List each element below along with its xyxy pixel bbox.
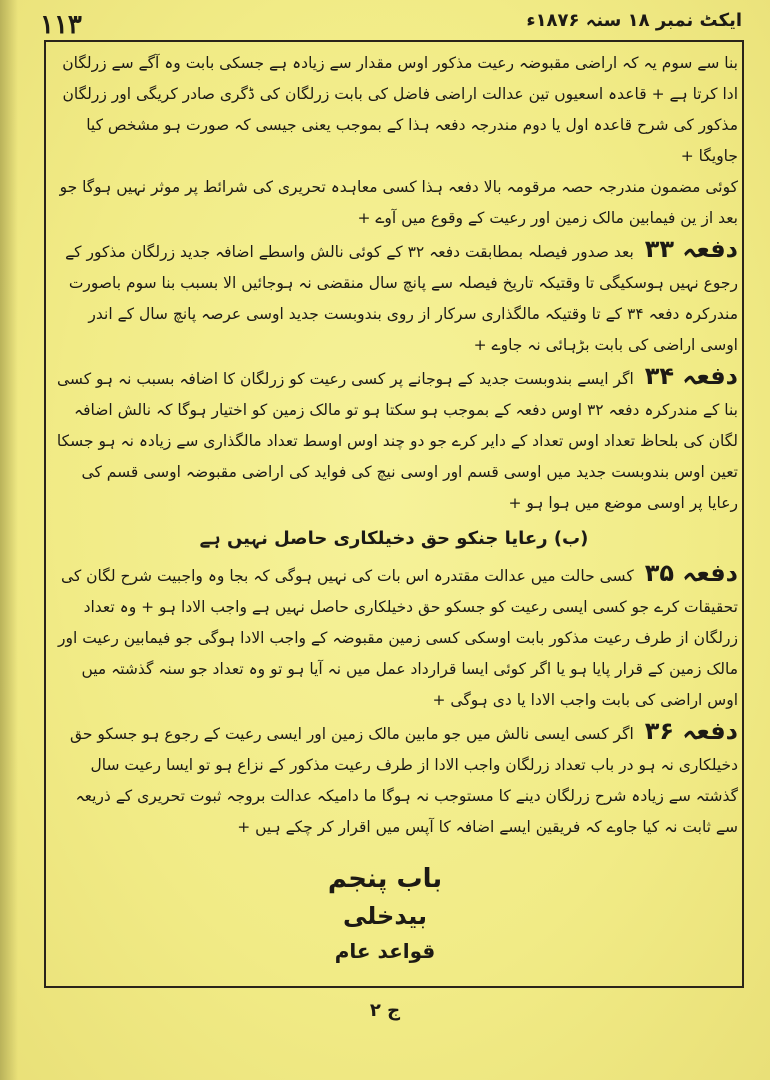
paragraph-text: کوئی مضمون مندرجہ حصہ مرقومہ بالا دفعہ ہذا کسی معاہدہ تحریری کی شرائط پر موثر نہیں ہوگا جو بعد از ین فیمابین مالک زمین اور رعیت کے وقوع میں آوے + <box>59 178 738 227</box>
section-heading: دفعہ ۳۶ <box>644 717 738 745</box>
page-number: ۱۱۳ <box>40 10 82 40</box>
paragraph <box>50 48 738 172</box>
section-34 <box>50 361 738 519</box>
paragraph-text: اگر ایسے بندوبست جدید کے ہوجانے پر کسی رعیت کو زرلگان کا اضافہ بسبب نہ ہو کسی بنا کے مندرکرہ دفعہ ۳۲ اوس دفعہ کے بموجب ہو سکتا ہو تو مالک زمین کو اختیار ہوگا کہ نالش اضافہ لگان کی بلحاظ تعداد اوس تعداد کے دایر کرے جو دو چند اوس اوسط تعداد مالگذاری سے زیادہ نہ ہو جسکا تعین اوس بندوبست جدید میں اوسی قسم اور اوسی نیچ کی فواید کی اراضی مقبوضہ اوسی قسم کی رعایا پر اوسی موضع میں ہوا ہو + <box>56 370 738 512</box>
paragraph-text: کسی حالت میں عدالت مقتدرہ اس بات کی نہیں ہوگی کہ بجا وہ واجبیت شرح لگان کی تحقیقات کرے جو کسی ایسی رعیت کو جسکو حق دخیلکاری حاصل نہیں ہے واجب الادا ہو + وہ تعداد زرلگان از طرف رعیت مذکور بابت اوسکی کسی زمین مقبوضہ کے واجب الادا ہوگی جو فیمابین رعیت اور مالک زمین کے قرار پایا ہو یا اگر کوئی ایسا قرارداد عمل میں نہ آیا ہو تو وہ تعداد جو سنہ گذشتہ میں اوس اراضی کی بابت واجب الادا یا دی ہوگی + <box>58 567 738 709</box>
section-heading: دفعہ ۳۴ <box>644 362 738 390</box>
section-35 <box>50 558 738 716</box>
document-body <box>50 48 738 843</box>
paragraph-text: بنا سے سوم یہ کہ اراضی مقبوضہ رعیت مذکور اوس مقدار سے زیادہ ہے جسکی بابت وہ آگے سے زرلگان ادا کرتا ہے + قاعدہ اسعیوں تین عدالت اراضی فاضل کی بابت زرلگان کی ڈگری صادر کریگی اور زرلگان مذکور کی شرح قاعدہ اول یا دوم مندرجہ دفعہ ہذا کے بموجب یعنی جیسی کہ صورت ہو مشخص کیا جاویگا + <box>62 54 738 165</box>
signature-mark: ۲ ج <box>369 1000 401 1021</box>
chapter-title: باب پنجم <box>327 864 443 894</box>
running-title: ایکٹ نمبر ۱۸ سنہ ۱۸۷۶ء <box>526 10 742 31</box>
paragraph <box>50 172 738 234</box>
chapter-section-title: قواعد عام <box>334 939 436 963</box>
page-header <box>40 8 742 42</box>
section-33 <box>50 234 738 361</box>
section-36 <box>50 716 738 843</box>
chapter-heading <box>0 860 770 968</box>
section-heading: دفعہ ۳۳ <box>644 235 738 263</box>
section-heading: دفعہ ۳۵ <box>644 559 738 587</box>
chapter-subtitle: بیدخلی <box>342 902 428 930</box>
paragraph-text: اگر کسی ایسی نالش میں جو مابین مالک زمین اور ایسی رعیت کے رجوع ہو جسکو حق دخیلکاری نہ ہو در باب تعداد زرلگان واجب الادا از طرف رعیت مذکور کے نزاع ہو تو ایسا رعیت سال گذشتہ سے زیادہ شرح زرلگان دینے کا مستوجب نہ ہوگا ما دامیکہ عدالت بروجہ ثبوت تحریری کے ذریعہ سے ثابت نہ کیا جاوے کہ فریقین ایسے اضافہ کا آپس میں اقرار کر چکے ہیں + <box>69 725 738 836</box>
subheading-tenants-without-occupancy: (ب) رعایا جنکو حق دخیلکاری حاصل نہیں ہے <box>199 528 589 549</box>
paragraph-text: بعد صدور فیصلہ بمطابقت دفعہ ۳۲ کے کوئی نالش واسطے اضافہ جدید زرلگان مذکور کے رجوع نہیں ہوسکیگی تا وقتیکہ تاریخ فیصلہ سے پانچ سال منقضی نہ ہوجائیں الا بسبب بنا سوم باصورت مندرکرہ دفعہ ۳۴ کے تا وقتیکہ مالگذاری سرکار از روی بندوبست جدید اوسی عرصہ پانچ سال کے اندر اوسی اراضی کی بابت بڑہائی نہ جاوے + <box>65 243 738 354</box>
